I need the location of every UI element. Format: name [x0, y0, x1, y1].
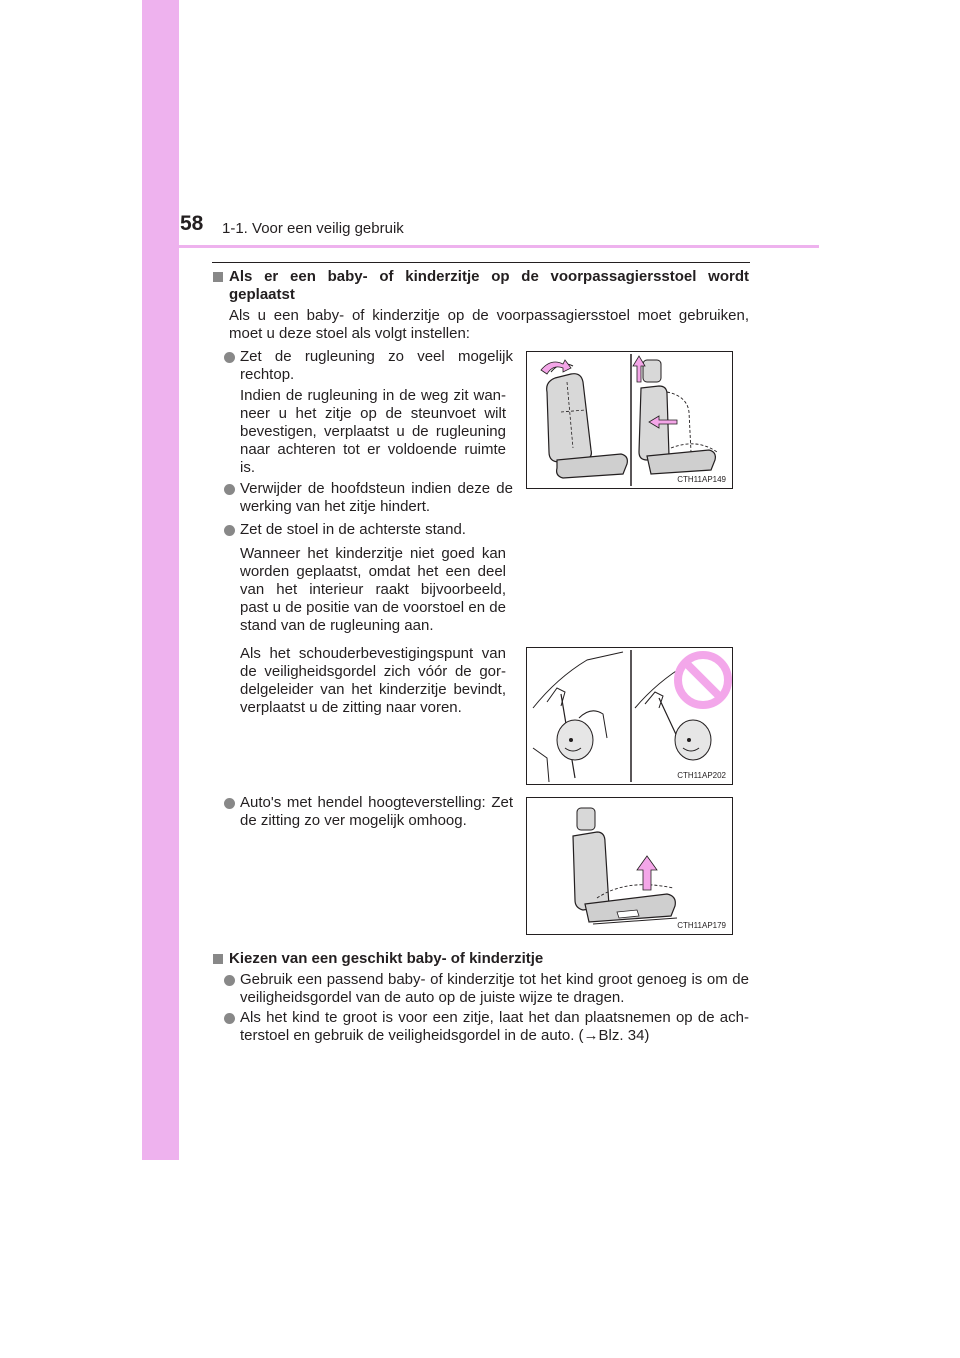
- child-belt-illustration-icon: [527, 648, 732, 784]
- bullet-dot-icon: [224, 1013, 235, 1024]
- square-bullet-icon: [213, 272, 223, 282]
- seat-backrest-figure: [526, 351, 733, 489]
- bullet1-note-line: naar achteren tot er voldoende ruimte: [240, 441, 506, 458]
- bullet-dot-icon: [224, 798, 235, 809]
- section2-bullet2-line1: Als het kind te groot is voor een zitje, laat het dan plaatsnemen op de ach-: [240, 1009, 749, 1026]
- sub-rule: [212, 262, 750, 263]
- bullet-dot-icon: [224, 525, 235, 536]
- header-rule: [142, 245, 819, 248]
- section-title: 1-1. Voor een veilig gebruik: [222, 220, 404, 237]
- section1-heading-line1: Als er een baby- of kinderzitje op de voorpassagiersstoel wordt: [229, 268, 749, 285]
- bullet3-note-line: worden geplaatst, omdat het een deel: [240, 563, 506, 580]
- bullet3-note2-line: delgeleider van het kinderzitje bevindt,: [240, 681, 506, 698]
- seat-height-illustration-icon: [527, 798, 732, 934]
- bullet1-line2: rechtop.: [240, 366, 295, 383]
- bullet3-note-line: past u de positie van de voorstoel en de: [240, 599, 506, 616]
- section2-bullet1-line2: veiligheidsgordel van de auto op de juiste wijze te dragen.: [240, 989, 625, 1006]
- bullet1-note-line: is.: [240, 459, 255, 476]
- bullet1-line1: Zet de rugleuning zo veel mogelijk: [240, 348, 513, 365]
- sidebar-band: [142, 0, 179, 1160]
- bullet3-line1: Zet de stoel in de achterste stand.: [240, 521, 466, 538]
- bullet-dot-icon: [224, 975, 235, 986]
- bullet3-note2-line: verplaatst u de zitting naar voren.: [240, 699, 462, 716]
- bullet4-line2: de zitting zo ver mogelijk omhoog.: [240, 812, 467, 829]
- bullet3-note2-line: de veiligheidsgordel zich vóór de gor-: [240, 663, 506, 680]
- page-number: 58: [180, 212, 204, 235]
- bullet3-note-line: Wanneer het kinderzitje niet goed kan: [240, 545, 506, 562]
- bullet2-line1: Verwijder de hoofdsteun indien deze de: [240, 480, 513, 497]
- section1-heading-line2: geplaatst: [229, 286, 295, 303]
- figure-code: CTH11AP202: [677, 771, 726, 780]
- child-seatbelt-figure: [526, 647, 733, 785]
- figure-code: CTH11AP179: [677, 921, 726, 930]
- bullet3-note-line: stand van de rugleuning aan.: [240, 617, 434, 634]
- bullet1-note-line: neer u het zitje op de steunvoet wilt: [240, 405, 506, 422]
- bullet3-note-line: van het interieur raakt bijvoorbeeld,: [240, 581, 506, 598]
- section2-bullet1-line1: Gebruik een passend baby- of kinderzitje tot het kind groot genoeg is om de: [240, 971, 749, 988]
- section2-heading: Kiezen van een geschikt baby- of kinderzitje: [229, 950, 544, 967]
- section1-intro-line1: Als u een baby- of kinderzitje op de voorpassagiersstoel moet gebruiken,: [229, 307, 749, 324]
- seat-height-figure: [526, 797, 733, 935]
- seat-illustration-icon: [527, 352, 732, 488]
- bullet-dot-icon: [224, 352, 235, 363]
- bullet3-note2-line: Als het schouderbevestigingspunt van: [240, 645, 506, 662]
- bullet-dot-icon: [224, 484, 235, 495]
- section2-bullet2-line2: terstoel en gebruik de veiligheidsgordel in de auto. (→Blz. 34): [240, 1027, 650, 1044]
- bullet2-line2: werking van het zitje hindert.: [240, 498, 431, 515]
- bullet4-line1: Auto's met hendel hoogteverstelling: Zet: [240, 794, 513, 811]
- figure-code: CTH11AP149: [677, 475, 726, 484]
- bullet1-note-line: bevestigen, verplaatst u de rugleuning: [240, 423, 506, 440]
- bullet1-note-line: Indien de rugleuning in de weg zit wan-: [240, 387, 506, 404]
- square-bullet-icon: [213, 954, 223, 964]
- section1-intro-line2: moet u deze stoel als volgt instellen:: [229, 325, 470, 342]
